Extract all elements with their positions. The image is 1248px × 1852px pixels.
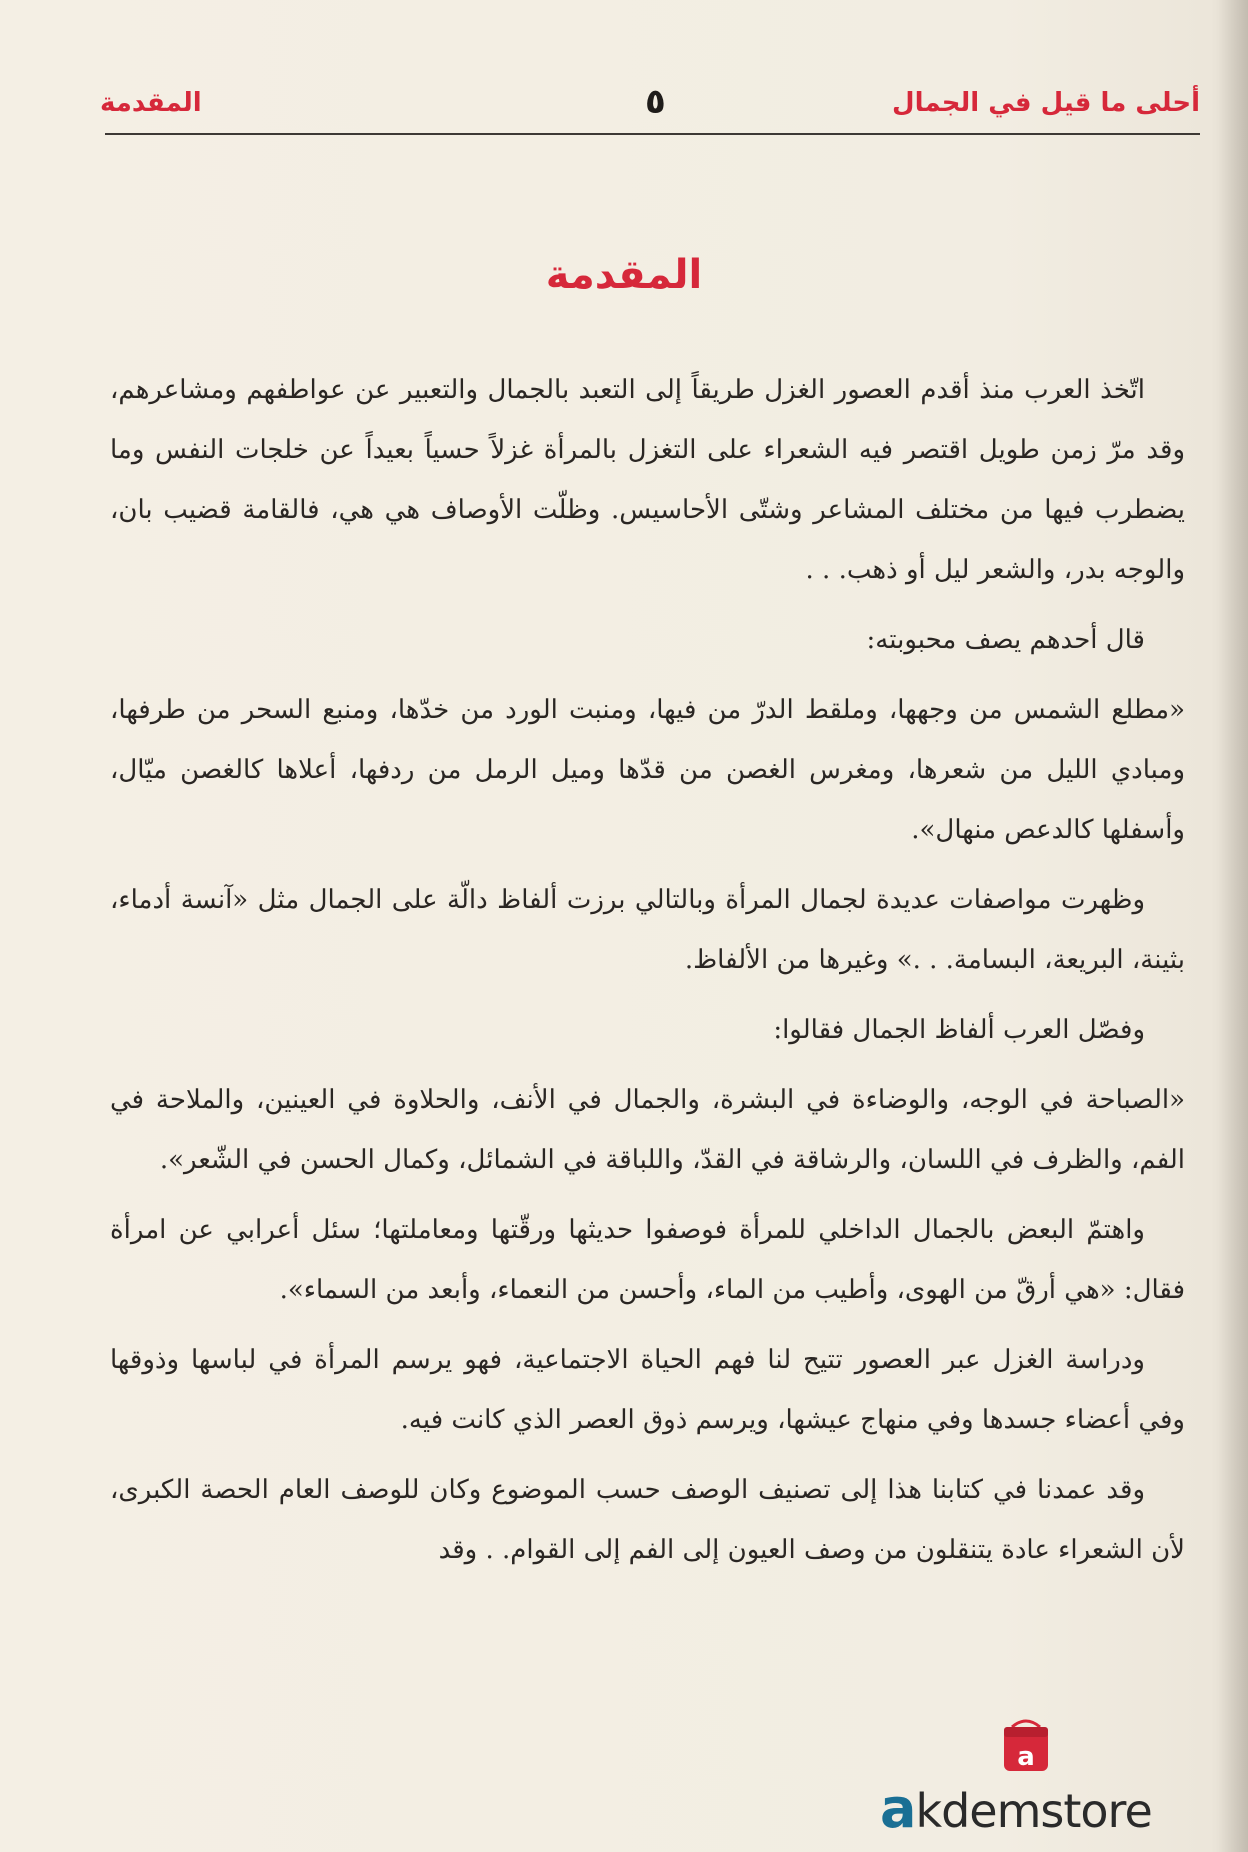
- paragraph-1: اتّخذ العرب منذ أقدم العصور الغزل طريقاً إلى التعبد بالجمال والتعبير عن عواطفهم ومشاعرهم، وقد مرّ زمن طويل اقتصر فيه الشعراء على التغزل بالمرأة غزلاً حسياً بعيداً عن خلجات النفس وما يضطرب فيها من مختلف المشاعر وشتّى الأحاسيس. وظلّت الأوصاف هي هي، فالقامة قضيب بان، والوجه بدر، والشعر ليل أو ذهب. . .: [110, 375, 1185, 585]
- watermark-letter-a: a: [880, 1777, 916, 1840]
- header-section-title: المقدمة: [100, 88, 202, 118]
- paragraph-8: ودراسة الغزل عبر العصور تتيح لنا فهم الحياة الاجتماعية، فهو يرسم المرأة في لباسها وذوقها وفي أعضاء جسدها وفي منهاج عيشها، ويرسم ذوق العصر الذي كانت فيه.: [110, 1345, 1185, 1435]
- paragraph-9: وقد عمدنا في كتابنا هذا إلى تصنيف الوصف حسب الموضوع وكان للوصف العام الحصة الكبرى، لأن الشعراء عادة يتنقلون من وصف العيون إلى الفم إلى القوام. . وقد: [110, 1475, 1185, 1565]
- paragraph-5: وفصّل العرب ألفاظ الجمال فقالوا:: [773, 1015, 1145, 1045]
- page-number: ٥: [645, 82, 666, 122]
- watermark-text: [880, 1777, 1200, 1840]
- running-header: [100, 82, 1200, 132]
- paragraph-7: واهتمّ البعض بالجمال الداخلي للمرأة فوصفوا حديثها ورقّتها ومعاملتها؛ سئل أعرابي عن امرأة فقال: «هي أرقّ من الهوى، وأطيب من الماء، وأحسن من النعماء، وأبعد من السماء».: [110, 1215, 1185, 1305]
- body-text: [110, 360, 1185, 1590]
- watermark-rest: kdemstore: [915, 1784, 1152, 1838]
- gift-bag-icon: [998, 1715, 1054, 1775]
- header-divider: [105, 133, 1200, 135]
- paragraph-2: قال أحدهم يصف محبوبته:: [866, 625, 1145, 655]
- header-book-title: أحلى ما قيل في الجمال: [892, 88, 1200, 118]
- paragraph-6-quote: «الصباحة في الوجه، والوضاءة في البشرة، والجمال في الأنف، والحلاوة في العينين، والملاحة في الفم، والظرف في اللسان، والرشاقة في القدّ، واللباقة في الشمائل، وكمال الحسن في الشّعر».: [110, 1085, 1185, 1175]
- paragraph-3-quote: «مطلع الشمس من وجهها، وملقط الدرّ من فيها، ومنبت الورد من خدّها، ومنبع السحر من طرفها، ومبادي الليل من شعرها، ومغرس الغصن من قدّها وميل الرمل من ردفها، أعلاها كالغصن ميّال، وأسفلها كالدعص منهال».: [110, 695, 1185, 845]
- paragraph-4: وظهرت مواصفات عديدة لجمال المرأة وبالتالي برزت ألفاظ دالّة على الجمال مثل «آنسة أدماء، بثينة، البريعة، البسامة. . .» وغيرها من الألفاظ.: [110, 885, 1185, 975]
- svg-text:a: a: [1017, 1742, 1035, 1772]
- watermark-logo: [880, 1715, 1200, 1840]
- chapter-title: المقدمة: [545, 252, 703, 298]
